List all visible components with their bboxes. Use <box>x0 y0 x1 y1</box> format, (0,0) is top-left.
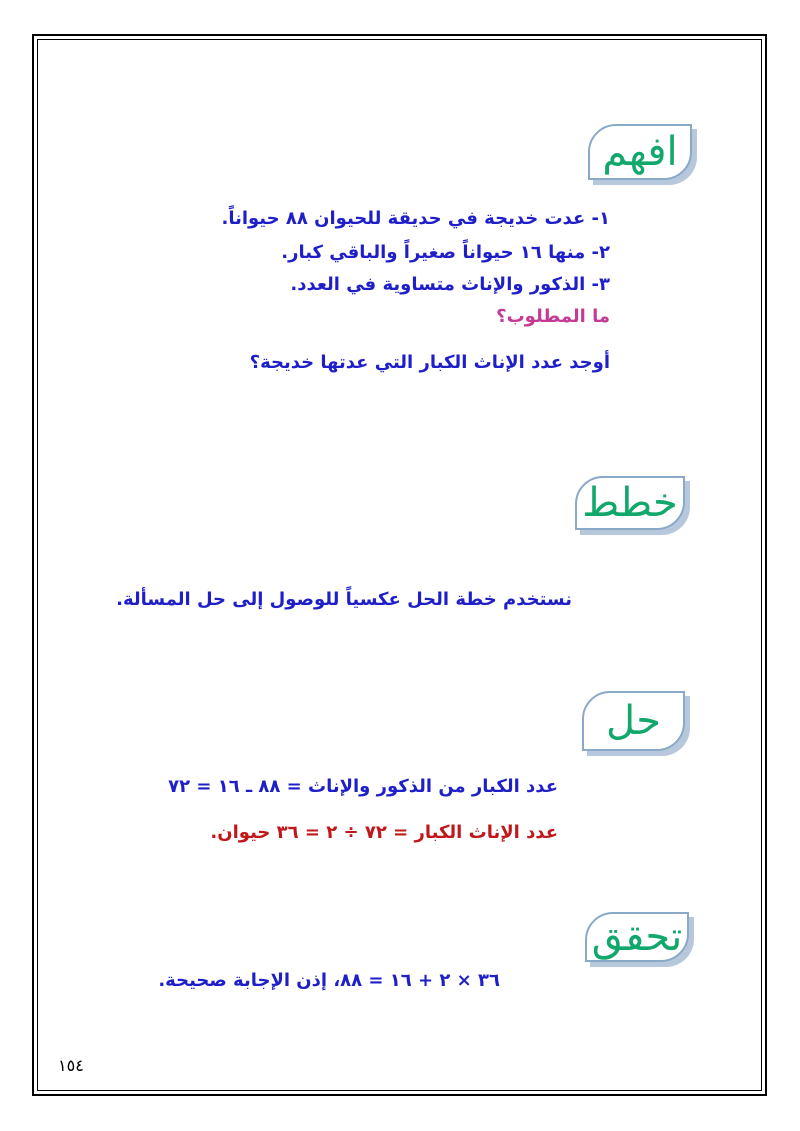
section-tag-understand <box>588 124 692 180</box>
solve-line-1: عدد الكبار من الذكور والإناث = ٨٨ ـ ١٦ = ٧٢ <box>168 776 558 797</box>
understand-line-3: ٣- الذكور والإناث متساوية في العدد. <box>290 274 610 295</box>
understand-line-2: ٢- منها ١٦ حيواناً صغيراً والباقي كبار. <box>281 242 610 263</box>
understand-line-1: ١- عدت خديجة في حديقة للحيوان ٨٨ حيواناً. <box>221 208 610 229</box>
page-number: ١٥٤ <box>58 1056 84 1075</box>
plan-text: نستخدم خطة الحل عكسياً للوصول إلى حل المسألة. <box>116 589 572 610</box>
section-tag-plan <box>575 476 685 530</box>
check-text: ٣٦ × ٢ + ١٦ = ٨٨، إذن الإجابة صحيحة. <box>158 970 500 991</box>
solve-line-2: عدد الإناث الكبار = ٧٢ ÷ ٢ = ٣٦ حيوان. <box>210 822 558 843</box>
section-title-solve: حل <box>605 698 662 744</box>
question-text: أوجد عدد الإناث الكبار التي عدتها خديجة؟ <box>249 352 610 373</box>
section-title-understand: افهم <box>602 129 678 175</box>
section-tag-check <box>585 912 689 962</box>
section-tag-solve <box>582 691 685 751</box>
section-title-plan: خطط <box>582 480 678 526</box>
question-label: ما المطلوب؟ <box>496 306 610 327</box>
section-title-check: تحقق <box>591 914 683 960</box>
